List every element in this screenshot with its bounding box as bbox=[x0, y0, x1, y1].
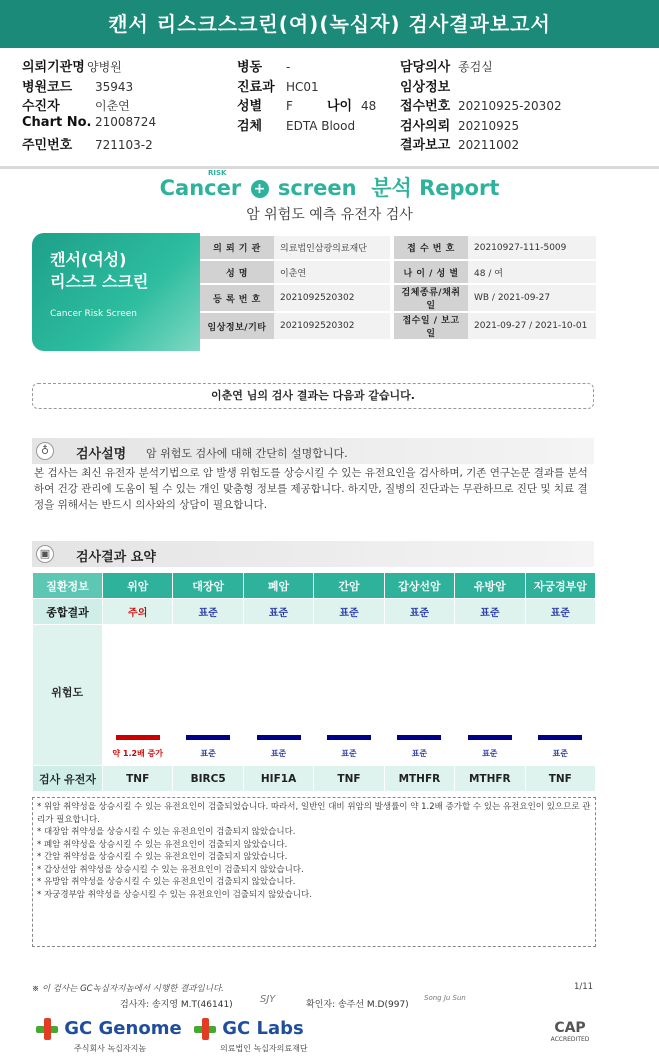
overall-result: 표준 bbox=[384, 599, 454, 625]
info-label: 등 록 번 호 bbox=[200, 284, 274, 312]
row-label-disease: 질환정보 bbox=[33, 573, 103, 599]
info-row bbox=[200, 260, 596, 284]
title-cancer: Cancer bbox=[159, 176, 242, 200]
risk-bar bbox=[538, 735, 582, 740]
row-label-risk: 위험도 bbox=[33, 625, 103, 766]
risk-bar bbox=[116, 735, 160, 740]
gene-name: HIF1A bbox=[243, 766, 313, 792]
overall-result: 표준 bbox=[525, 599, 595, 625]
risk-cell bbox=[455, 625, 525, 766]
overall-result: 표준 bbox=[314, 599, 384, 625]
info-label: 임상정보/기타 bbox=[200, 312, 274, 340]
info-row bbox=[200, 312, 596, 340]
info-value: 2021092520302 bbox=[274, 284, 390, 312]
header-field: Chart No. 21008724 bbox=[22, 115, 157, 130]
header-field: 진료과 HC01 bbox=[237, 80, 319, 95]
page-number: 1/11 bbox=[574, 982, 594, 992]
section-summary-header bbox=[32, 541, 594, 567]
footer-note: ※ 이 검사는 GC녹십자지놈에서 시행한 결과입니다. bbox=[32, 984, 224, 994]
header-divider bbox=[0, 166, 659, 169]
risk-cell bbox=[173, 625, 243, 766]
title-screen: screen bbox=[277, 176, 357, 200]
cross-mark-icon: + bbox=[251, 180, 269, 198]
gene-name: TNF bbox=[103, 766, 173, 792]
note-item: * 유방암 취약성을 상승시킬 수 있는 유전요인이 검출되지 않았습니다. bbox=[37, 877, 296, 887]
section-title: 검사결과 요약 bbox=[76, 550, 156, 565]
section-description-body: 본 검사는 최신 유전자 분석기법으로 암 발생 위험도를 상승시킬 수 있는 유전요인을 검사하며, 기존 연구논문 결과를 분석하여 건강 관리에 도움이 될 수 있는 개인 맞춤형 정보를 제공합니다. 하지만, 질병의 진단과는 무관하므로 진단 및 치료 결정을 위해서는 반드시 의사와의 상담이 필요합니다. bbox=[34, 467, 588, 511]
risk-bar bbox=[257, 735, 301, 740]
header-field: 검체 EDTA Blood bbox=[237, 119, 356, 134]
title-report: 분석 Report bbox=[371, 176, 500, 200]
gc-labs-logo: GC Labs bbox=[194, 1018, 304, 1040]
overall-result: 표준 bbox=[243, 599, 313, 625]
stethoscope-icon: ♁ bbox=[36, 442, 54, 460]
info-label: 성 명 bbox=[200, 260, 274, 284]
gc-genome-logo: GC Genome bbox=[36, 1018, 182, 1040]
info-label: 나 이 / 성 별 bbox=[394, 260, 468, 284]
risk-cell bbox=[384, 625, 454, 766]
overall-result: 주의 bbox=[103, 599, 173, 625]
header-field: 나이 48 bbox=[327, 99, 377, 114]
product-card bbox=[32, 233, 200, 351]
risk-label: 표준 bbox=[482, 749, 498, 758]
risk-label: 표준 bbox=[411, 749, 428, 758]
note-item: * 위암 취약성을 상승시킬 수 있는 유전요인이 검출되었습니다. 따라서, 일반인 대비 위암의 발생률이 약 1.2배 증가할 수 있는 유전요인이 있으므로 관리가 필요합니다. bbox=[37, 802, 591, 825]
info-value: 2021-09-27 / 2021-10-01 bbox=[468, 312, 596, 340]
tester-signature-mark: SJY bbox=[260, 994, 276, 1005]
risk-cell bbox=[525, 625, 595, 766]
header-field: 의뢰기관명 양병원 bbox=[22, 60, 122, 75]
header-field: 접수번호 20210925-20302 bbox=[400, 99, 562, 114]
info-label: 검체종류/채취일 bbox=[394, 284, 468, 312]
confirmer-signature: 확인자: 송주선 M.D(997) bbox=[306, 1000, 409, 1010]
card-title-line1: 캔서(여성) bbox=[50, 250, 127, 269]
header-field: 성별 F bbox=[237, 99, 293, 114]
disease-header: 위암 bbox=[103, 573, 173, 599]
header-field: 병원코드 35943 bbox=[22, 80, 134, 95]
note-item: * 간암 취약성을 상승시킬 수 있는 유전요인이 검출되지 않았습니다. bbox=[37, 852, 288, 862]
info-label: 의 뢰 기 관 bbox=[200, 236, 274, 260]
risk-label: 표준 bbox=[552, 749, 568, 758]
risk-row bbox=[33, 625, 596, 766]
risk-label: 표준 bbox=[341, 749, 357, 758]
info-value: 2021092520302 bbox=[274, 312, 390, 340]
patient-header bbox=[0, 52, 659, 164]
risk-cell bbox=[314, 625, 384, 766]
risk-cell bbox=[103, 625, 173, 766]
report-title bbox=[0, 169, 659, 202]
risk-bar bbox=[397, 735, 441, 740]
info-row bbox=[200, 284, 596, 312]
header-field: 수진자 이춘연 bbox=[22, 99, 130, 114]
section-subtitle: 암 위험도 검사에 대해 간단히 설명합니다. bbox=[146, 447, 348, 460]
row-label-gene: 검사 유전자 bbox=[33, 766, 103, 792]
header-field: 결과보고 20211002 bbox=[400, 138, 520, 153]
card-title-line2: 리스크 스크린 bbox=[50, 272, 149, 291]
note-item: * 폐암 취약성을 상승시킬 수 있는 유전요인이 검출되지 않았습니다. bbox=[37, 839, 288, 850]
risk-label: 약 1.2배 증가 bbox=[112, 749, 164, 758]
cap-accredited-logo bbox=[540, 1020, 600, 1043]
result-notes bbox=[32, 797, 596, 947]
gene-row bbox=[33, 766, 596, 792]
gene-name: BIRC5 bbox=[173, 766, 243, 792]
disease-header: 대장암 bbox=[173, 573, 243, 599]
risk-label: 표준 bbox=[200, 749, 216, 758]
result-intro: 이춘연 님의 검사 결과는 다음과 같습니다. bbox=[32, 383, 594, 409]
header-field: 병동 - bbox=[237, 60, 291, 75]
risk-label: 표준 bbox=[270, 749, 287, 758]
note-item: * 자궁경부암 취약성을 상승시킬 수 있는 유전요인이 검출되지 않았습니다. bbox=[37, 889, 312, 900]
row-label-overall: 종합결과 bbox=[33, 599, 103, 625]
cap-sub: ACCREDITED bbox=[550, 1036, 590, 1043]
info-value: 의료법인삼광의료재단 bbox=[274, 236, 390, 260]
title-risk-tag: RISK bbox=[208, 169, 227, 177]
risk-bar bbox=[327, 735, 371, 740]
report-banner: 캔서 리스크스크린(여)(녹십자) 검사결과보고서 bbox=[0, 0, 659, 48]
info-value: 이춘연 bbox=[274, 260, 390, 284]
disease-row bbox=[33, 573, 596, 599]
header-field: 검사의뢰 20210925 bbox=[400, 119, 520, 134]
section-description-header bbox=[32, 438, 594, 464]
confirmer-signature-mark: Song Ju Sun bbox=[424, 994, 466, 1002]
gene-name: TNF bbox=[314, 766, 384, 792]
risk-cell bbox=[243, 625, 313, 766]
overall-row bbox=[33, 599, 596, 625]
note-item: * 갑상선암 취약성을 상승시킬 수 있는 유전요인이 검출되지 않았습니다. bbox=[37, 864, 304, 875]
gene-name: MTHFR bbox=[384, 766, 454, 792]
gene-name: TNF bbox=[525, 766, 595, 792]
section-title: 검사설명 bbox=[76, 447, 127, 462]
card-title-english: Cancer Risk Screen bbox=[50, 309, 138, 319]
risk-bar bbox=[186, 735, 230, 740]
info-label: 접수일 / 보고일 bbox=[394, 312, 468, 340]
report-icon: ▣ bbox=[36, 545, 54, 563]
disease-header: 간암 bbox=[314, 573, 384, 599]
header-field: 주민번호 721103-2 bbox=[22, 138, 153, 153]
patient-info-table bbox=[200, 236, 596, 341]
risk-bar bbox=[468, 735, 512, 740]
info-value: 48 / 여 bbox=[468, 260, 596, 284]
gene-name: MTHFR bbox=[455, 766, 525, 792]
disease-header: 폐암 bbox=[243, 573, 313, 599]
info-value: 20210927-111-5009 bbox=[468, 236, 596, 260]
info-value: WB / 2021-09-27 bbox=[468, 284, 596, 312]
note-item: * 대장암 취약성을 상승시킬 수 있는 유전요인이 검출되지 않았습니다. bbox=[37, 827, 296, 837]
info-label: 접 수 번 호 bbox=[394, 236, 468, 260]
info-row bbox=[200, 236, 596, 260]
cap-mark: CAP bbox=[554, 1020, 586, 1036]
gc-cross-icon bbox=[36, 1018, 58, 1040]
gc-cross-icon bbox=[194, 1018, 216, 1040]
overall-result: 표준 bbox=[455, 599, 525, 625]
disease-header: 유방암 bbox=[455, 573, 525, 599]
disease-header: 갑상선암 bbox=[384, 573, 454, 599]
result-summary-table bbox=[32, 572, 596, 792]
header-field: 임상정보 bbox=[400, 80, 451, 95]
header-field: 담당의사 종검실 bbox=[400, 60, 493, 75]
report-subtitle: 암 위험도 예측 유전자 검사 bbox=[246, 207, 413, 223]
gc-labs-subtitle: 의료법인 녹십자의료재단 bbox=[220, 1044, 308, 1053]
overall-result: 표준 bbox=[173, 599, 243, 625]
tester-signature: 검사자: 송지영 M.T(46141) bbox=[120, 1000, 233, 1010]
gc-genome-subtitle: 주식회사 녹십자지놈 bbox=[74, 1044, 147, 1053]
disease-header: 자궁경부암 bbox=[525, 573, 595, 599]
